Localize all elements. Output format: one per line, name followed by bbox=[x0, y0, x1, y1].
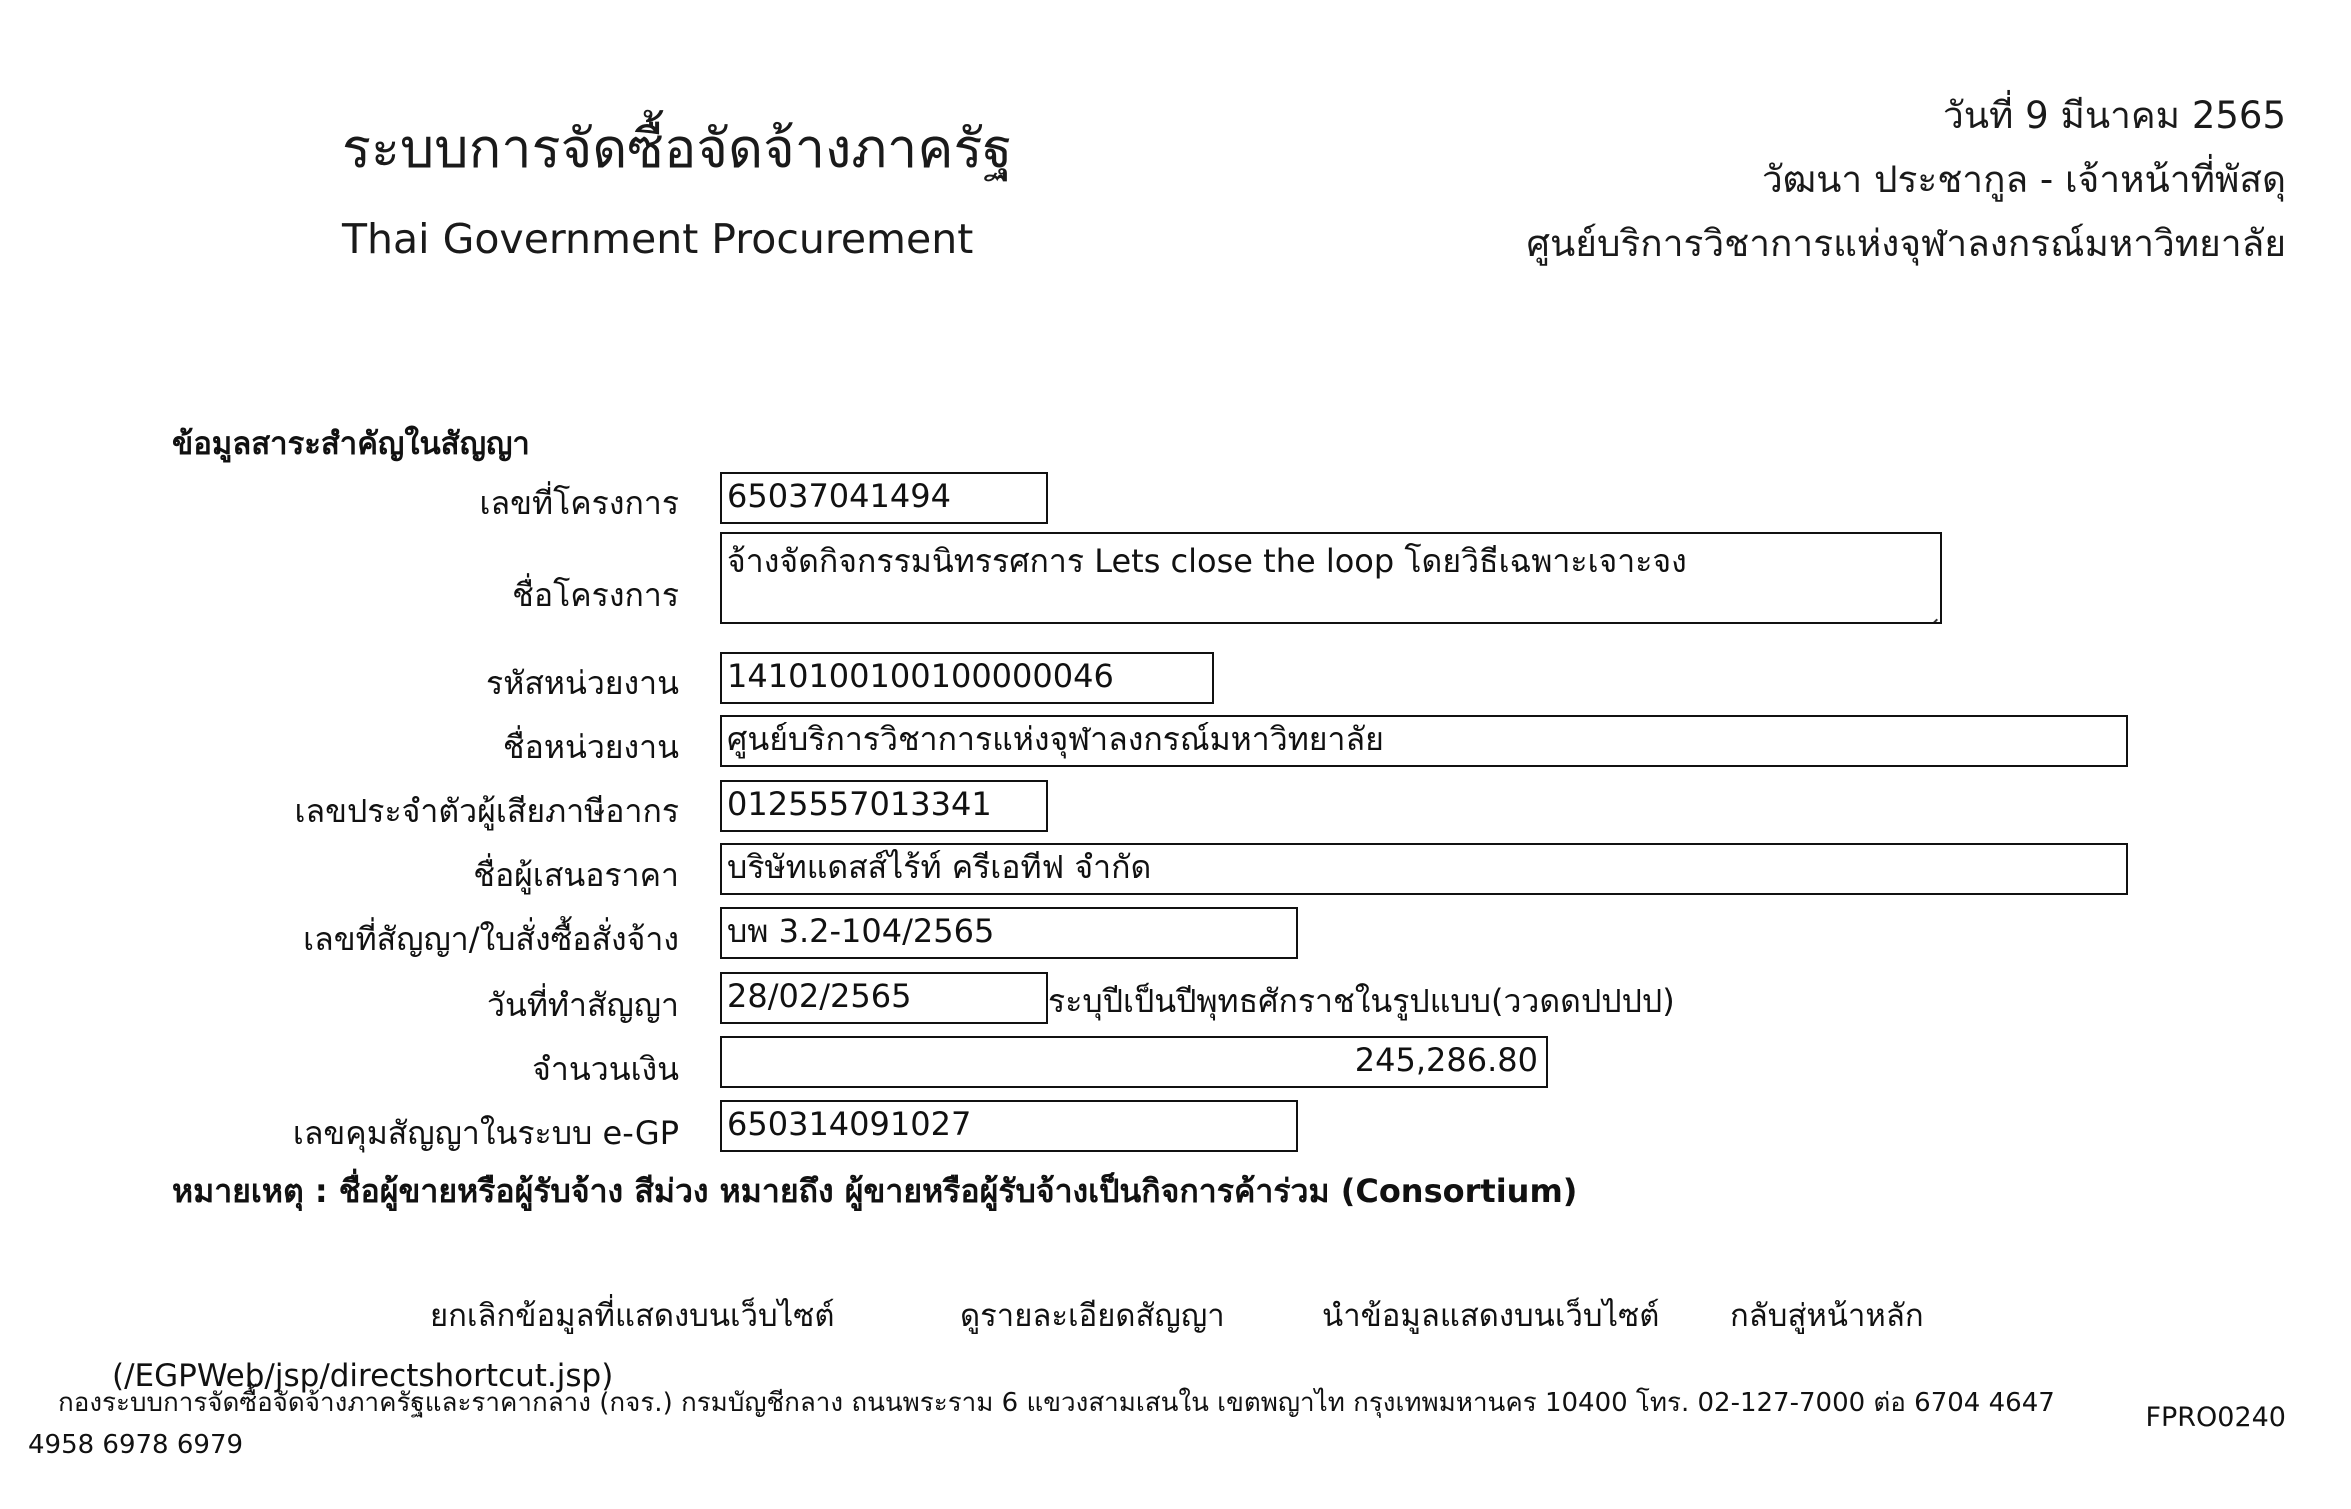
view-contract-link[interactable]: ดูรายละเอียดสัญญา bbox=[960, 1298, 1225, 1334]
bidder-name-field[interactable]: บริษัทแดสส์ไร้ท์ ครีเอทีฟ จำกัด bbox=[720, 843, 2128, 895]
project-name-text: จ้างจัดกิจกรรมนิทรรศการ Lets close the loop โดยวิธีเฉพาะเจาะจง bbox=[727, 542, 1687, 580]
remark-prefix: หมายเหตุ : bbox=[172, 1172, 339, 1210]
project-no-label: เลขที่โครงการ bbox=[479, 484, 679, 522]
shortcut-url[interactable]: (/EGPWeb/jsp/directshortcut.jsp) bbox=[112, 1358, 614, 1394]
agency-name-field[interactable]: ศูนย์บริการวิชาการแห่งจุฬาลงกรณ์มหาวิทยาลัย bbox=[720, 715, 2128, 767]
amount-label: จำนวนเงิน bbox=[532, 1050, 679, 1088]
project-name-label: ชื่อโครงการ bbox=[512, 576, 679, 614]
footer-address: กองระบบการจัดซื้อจัดจ้างภาครัฐและราคากลาง (กจร.) กรมบัญชีกลาง ถนนพระราม 6 แขวงสามเสนใน เขตพญาไท กรุงเทพมหานคร 10400 โทร. 02-127-7000 ต่อ 6704 4647 bbox=[58, 1388, 2055, 1418]
section-title: ข้อมูลสาระสำคัญในสัญญา bbox=[172, 426, 530, 462]
form-code: FPRO0240 bbox=[2145, 1402, 2286, 1433]
tax-id-label: เลขประจำตัวผู้เสียภาษีอากร bbox=[294, 792, 679, 830]
footer-phone-ext: 4958 6978 6979 bbox=[28, 1430, 244, 1460]
system-title-th: ระบบการจัดซื้อจัดจ้างภาครัฐ bbox=[342, 117, 1013, 180]
agency-code-label: รหัสหน่วยงาน bbox=[486, 664, 679, 702]
remark-color-word: สีม่วง bbox=[634, 1172, 709, 1210]
contract-no-field[interactable]: บพ 3.2-104/2565 bbox=[720, 907, 1298, 959]
resize-grip-icon[interactable] bbox=[1924, 606, 1938, 620]
remark bbox=[172, 1166, 1577, 1217]
user-name-role: วัฒนา ประชากูล - เจ้าหน้าที่พัสดุ bbox=[1761, 158, 2286, 201]
agency-code-field[interactable]: 1410100100100000046 bbox=[720, 652, 1214, 704]
remark-text-2: หมายถึง ผู้ขายหรือผู้รับจ้างเป็นกิจการค้าร่วม (Consortium) bbox=[708, 1172, 1578, 1210]
remark-text-1: ชื่อผู้ขายหรือผู้รับจ้าง bbox=[338, 1172, 635, 1210]
system-title-en: Thai Government Procurement bbox=[342, 215, 974, 263]
project-no-field[interactable]: 65037041494 bbox=[720, 472, 1048, 524]
contract-date-label: วันที่ทำสัญญา bbox=[486, 986, 679, 1024]
contract-no-label: เลขที่สัญญา/ใบสั่งซื้อสั่งจ้าง bbox=[303, 920, 679, 958]
user-organization: ศูนย์บริการวิชาการแห่งจุฬาลงกรณ์มหาวิทยาลัย bbox=[1526, 222, 2286, 265]
publish-link[interactable]: นำข้อมูลแสดงบนเว็บไซต์ bbox=[1322, 1298, 1660, 1334]
contract-date-field[interactable]: 28/02/2565 bbox=[720, 972, 1048, 1024]
amount-field[interactable]: 245,286.80 bbox=[720, 1036, 1548, 1088]
egp-contract-no-label: เลขคุมสัญญาในระบบ e-GP bbox=[292, 1114, 679, 1152]
project-name-textarea[interactable] bbox=[720, 532, 1942, 624]
back-home-link[interactable]: กลับสู่หน้าหลัก bbox=[1730, 1298, 1924, 1334]
egp-contract-no-field[interactable]: 650314091027 bbox=[720, 1100, 1298, 1152]
tax-id-field[interactable]: 0125557013341 bbox=[720, 780, 1048, 832]
contract-date-hint: ระบุปีเป็นปีพุทธศักราชในรูปแบบ(ววดดปปปป) bbox=[1048, 982, 1675, 1020]
agency-name-label: ชื่อหน่วยงาน bbox=[502, 728, 679, 766]
current-date: วันที่ 9 มีนาคม 2565 bbox=[1942, 94, 2286, 137]
cancel-publish-link[interactable]: ยกเลิกข้อมูลที่แสดงบนเว็บไซต์ bbox=[430, 1298, 835, 1334]
bidder-name-label: ชื่อผู้เสนอราคา bbox=[473, 856, 679, 894]
